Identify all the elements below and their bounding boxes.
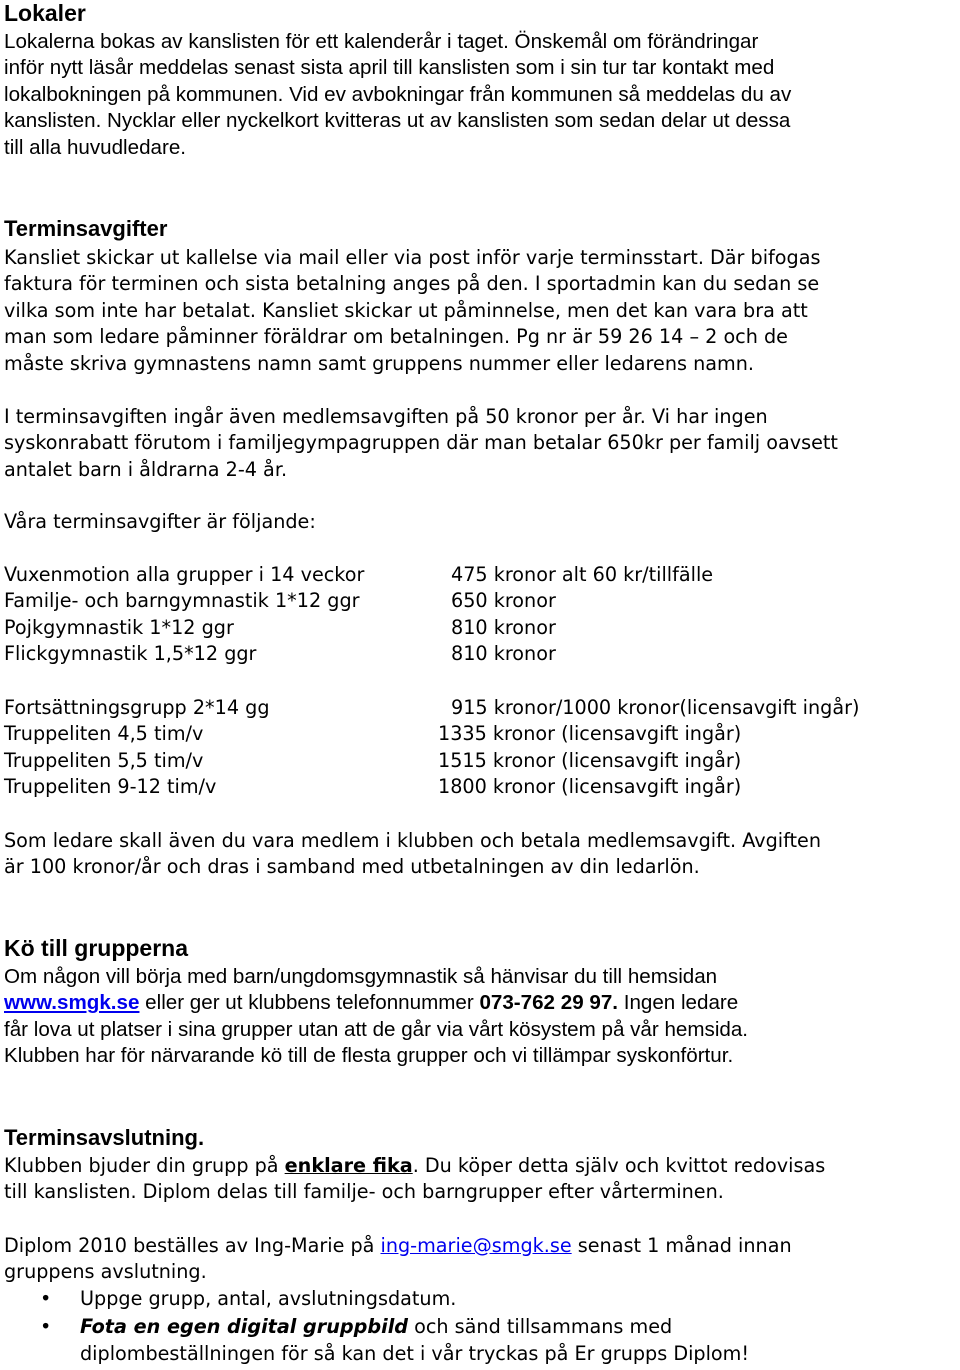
fee-price: 810 kronor bbox=[451, 615, 556, 639]
terminsavgifter-paragraph-2 bbox=[4, 404, 838, 483]
text-line: inför nytt läsår meddelas senast sista april till kanslisten som i sin tur tar kontakt med bbox=[4, 56, 775, 80]
text-span: Ingen ledare bbox=[618, 991, 739, 1015]
leader-fee-paragraph bbox=[4, 828, 821, 881]
fee-group: Truppeliten 9-12 tim/v bbox=[4, 775, 217, 799]
fee-group: Truppeliten 4,5 tim/v bbox=[4, 722, 204, 746]
fee-group: Familje- och barngymnastik 1*12 ggr bbox=[4, 589, 360, 613]
fee-price: 915 kronor/1000 kronor(licensavgift ingår) bbox=[451, 696, 860, 719]
text-line: gruppens avslutning. bbox=[4, 1260, 207, 1284]
list-item bbox=[4, 1314, 749, 1367]
section-heading-terminsavslutning: Terminsavslutning. bbox=[4, 1125, 205, 1150]
text-line: vilka som inte har betalat. Kansliet skickar ut påminnelse, men det kan vara bra att bbox=[4, 298, 808, 322]
text-span: . Du köper detta själv och kvittot redovisas bbox=[412, 1154, 826, 1177]
fee-price: 1515 kronor (licensavgift ingår) bbox=[438, 748, 742, 772]
terminsavgifter-paragraph-1 bbox=[4, 245, 820, 377]
text-line: faktura för terminen och sista betalning anges på den. I sportadmin kan du sedan se bbox=[4, 272, 820, 296]
fee-group: Vuxenmotion alla grupper i 14 veckor bbox=[4, 563, 365, 586]
fee-price: 810 kronor bbox=[451, 642, 556, 666]
text-line: man som ledare påminner föräldrar om betalningen. Pg nr är 59 26 14 – 2 och de bbox=[4, 325, 788, 349]
website-link[interactable]: www.smgk.se bbox=[4, 991, 140, 1015]
text-line: får lova ut platser i sina grupper utan att de går via vårt kösystem på vår hemsida. bbox=[4, 1017, 749, 1041]
fee-group: Fortsättningsgrupp 2*14 gg bbox=[4, 696, 270, 719]
fee-price: 475 kronor alt 60 kr/tillfälle bbox=[451, 563, 714, 586]
text-line: lokalbokningen på kommunen. Vid ev avbokningar från kommunen så meddelas du av bbox=[4, 82, 792, 106]
text-span: eller ger ut klubbens telefonnummer bbox=[139, 991, 480, 1015]
text-line: Lokalerna bokas av kanslisten för ett kalenderår i taget. Önskemål om förändringar bbox=[4, 30, 759, 53]
text-line: är 100 kronor/år och dras i samband med utbetalningen av din ledarlön. bbox=[4, 855, 700, 879]
text-line: Kansliet skickar ut kallelse via mail eller via post inför varje terminsstart. Där bifogas bbox=[4, 246, 821, 269]
email-link[interactable]: ing-marie@smgk.se bbox=[380, 1234, 572, 1257]
gruppbild-emphasis: Fota en egen digital gruppbild bbox=[80, 1315, 409, 1339]
section-heading-lokaler: Lokaler bbox=[4, 0, 86, 26]
bullet-icon: • bbox=[40, 1315, 52, 1339]
fee-price: 1335 kronor (licensavgift ingår) bbox=[438, 722, 742, 746]
text-span: och sänd tillsammans med bbox=[408, 1315, 673, 1339]
text-line bbox=[4, 990, 748, 1016]
fika-emphasis: enklare fika bbox=[284, 1154, 413, 1177]
text-line: I terminsavgiften ingår även medlemsavgiften på 50 kronor per år. Vi har ingen bbox=[4, 405, 768, 428]
fee-group: Pojkgymnastik 1*12 ggr bbox=[4, 615, 234, 639]
section-heading-terminsavgifter: Terminsavgifter bbox=[4, 216, 168, 241]
text-line: kanslisten. Nycklar eller nyckelkort kvitteras ut av kanslisten som sedan delar ut dessa bbox=[4, 109, 791, 133]
text-line bbox=[4, 1233, 792, 1259]
ko-paragraph bbox=[4, 964, 748, 1070]
fee-price: 1800 kronor (licensavgift ingår) bbox=[438, 775, 742, 799]
text-span: Uppge grupp, antal, avslutningsdatum. bbox=[80, 1287, 457, 1310]
text-line: måste skriva gymnastens namn samt gruppens nummer eller ledarens namn. bbox=[4, 351, 754, 375]
text-line: Våra terminsavgifter är följande: bbox=[4, 510, 316, 533]
fees-intro bbox=[4, 509, 316, 535]
fee-group: Truppeliten 5,5 tim/v bbox=[4, 748, 204, 772]
text-line bbox=[4, 1153, 825, 1179]
text-span: Klubben bjuder din grupp på bbox=[4, 1154, 285, 1177]
text-span: Diplom 2010 beställes av Ing-Marie på bbox=[4, 1234, 381, 1257]
lokaler-paragraph bbox=[4, 29, 791, 161]
fee-price: 650 kronor bbox=[451, 589, 556, 613]
text-line: Klubben har för närvarande kö till de flesta grupper och vi tillämpar syskonförtur. bbox=[4, 1044, 734, 1068]
list-item bbox=[4, 1286, 749, 1312]
bullet-icon: • bbox=[40, 1287, 52, 1310]
section-heading-ko: Kö till grupperna bbox=[4, 935, 188, 961]
fee-group: Flickgymnastik 1,5*12 ggr bbox=[4, 642, 257, 666]
text-line: syskonrabatt förutom i familjegympagruppen där man betalar 650kr per familj oavsett bbox=[4, 431, 838, 455]
text-line: till kanslisten. Diplom delas till familje- och barngrupper efter vårterminen. bbox=[4, 1180, 724, 1204]
text-span: senast 1 månad innan bbox=[571, 1234, 792, 1257]
text-line: Som ledare skall även du vara medlem i klubben och betala medlemsavgift. Avgiften bbox=[4, 829, 822, 852]
text-line: till alla huvudledare. bbox=[4, 135, 187, 159]
text-line: antalet barn i åldrarna 2-4 år. bbox=[4, 457, 288, 481]
avslutning-paragraph-1 bbox=[4, 1153, 825, 1206]
phone-number: 073-762 29 97. bbox=[479, 991, 618, 1015]
avslutning-bullet-list bbox=[4, 1286, 749, 1367]
avslutning-paragraph-2 bbox=[4, 1233, 792, 1286]
text-line: Om någon vill börja med barn/ungdomsgymnastik så hänvisar du till hemsidan bbox=[4, 965, 718, 988]
text-span: diplombeställningen för så kan det i vår tryckas på Er grupps Diplom! bbox=[80, 1341, 750, 1365]
